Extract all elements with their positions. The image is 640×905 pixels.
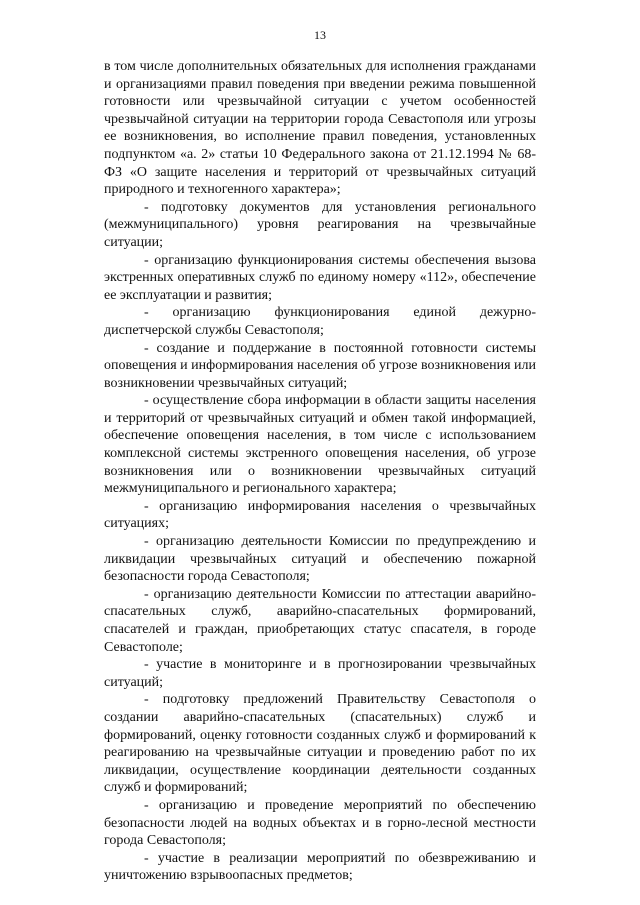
list-item: - подготовку предложений Правительству Севастополя о создании аварийно-спасательных (спасательных) служб и формирований, оценку готовности созданных служб и формирований к реагированию на чрезвычайные ситуации и проведению работ по их ликвидации, осуществление координации деятельности созданных служб и формирований; xyxy=(104,692,536,796)
list-item: - организацию информирования населения о чрезвычайных ситуациях; xyxy=(104,498,536,532)
paragraph-continuation: в том числе дополнительных обязательных для исполнения гражданами и организациями правил поведения при введении режима повышенной готовности или чрезвычайной ситуации с учетом особенностей чрезвычайной ситуации на территории города Севастополя или угрозы ее возникновения, во исполнение правил поведения, установленных подпунктом «а. 2» статьи 10 Федерального закона от 21.12.1994 № 68-ФЗ «О защите населения и территорий от чрезвычайных ситуаций природного и техногенного характера»; xyxy=(104,59,536,198)
list-item: - организацию деятельности Комиссии по аттестации аварийно-спасательных служб, аварийно-спасательных формирований, спасателей и граждан, приобретающих статус спасателя, в городе Севастополе; xyxy=(104,586,536,655)
list-item: - организацию и проведение мероприятий по обеспечению безопасности людей на водных объектах и в горно-лесной местности города Севастополя; xyxy=(104,797,536,849)
list-item: - организацию функционирования единой дежурно-диспетчерской службы Севастополя; xyxy=(104,305,536,338)
list-item: - участие в мониторинге и в прогнозировании чрезвычайных ситуаций; xyxy=(104,657,536,690)
list-item: - создание и поддержание в постоянной готовности системы оповещения и информирования населения об угрозе возникновения или возникновении чрезвычайных ситуаций; xyxy=(104,340,536,391)
list-item: - подготовку документов для установления регионального (межмуниципального) уровня реагирования на чрезвычайные ситуации; xyxy=(104,199,536,250)
list-item: - осуществление сбора информации в области защиты населения и территорий от чрезвычайных ситуаций и обмен такой информацией, обеспечение оповещения населения, в том числе с использованием комплексной системы экстренного оповещения населения, об угрозе возникновения или о возникновении чрезвычайных ситуаций межмуниципального и регионального характера; xyxy=(104,393,536,497)
list-item: - организацию деятельности Комиссии по предупреждению и ликвидации чрезвычайных ситуаций и обеспечению пожарной безопасности города Севастополя; xyxy=(104,534,536,585)
list-item: - организацию функционирования системы обеспечения вызова экстренных оперативных служб по единому номеру «112», обеспечение ее эксплуатации и развития; xyxy=(104,252,536,303)
page-number: 13 xyxy=(314,28,326,42)
document-body xyxy=(104,58,536,885)
list-item: - участие в реализации мероприятий по обезвреживанию и уничтожению взрывоопасных предметов; xyxy=(104,850,536,884)
